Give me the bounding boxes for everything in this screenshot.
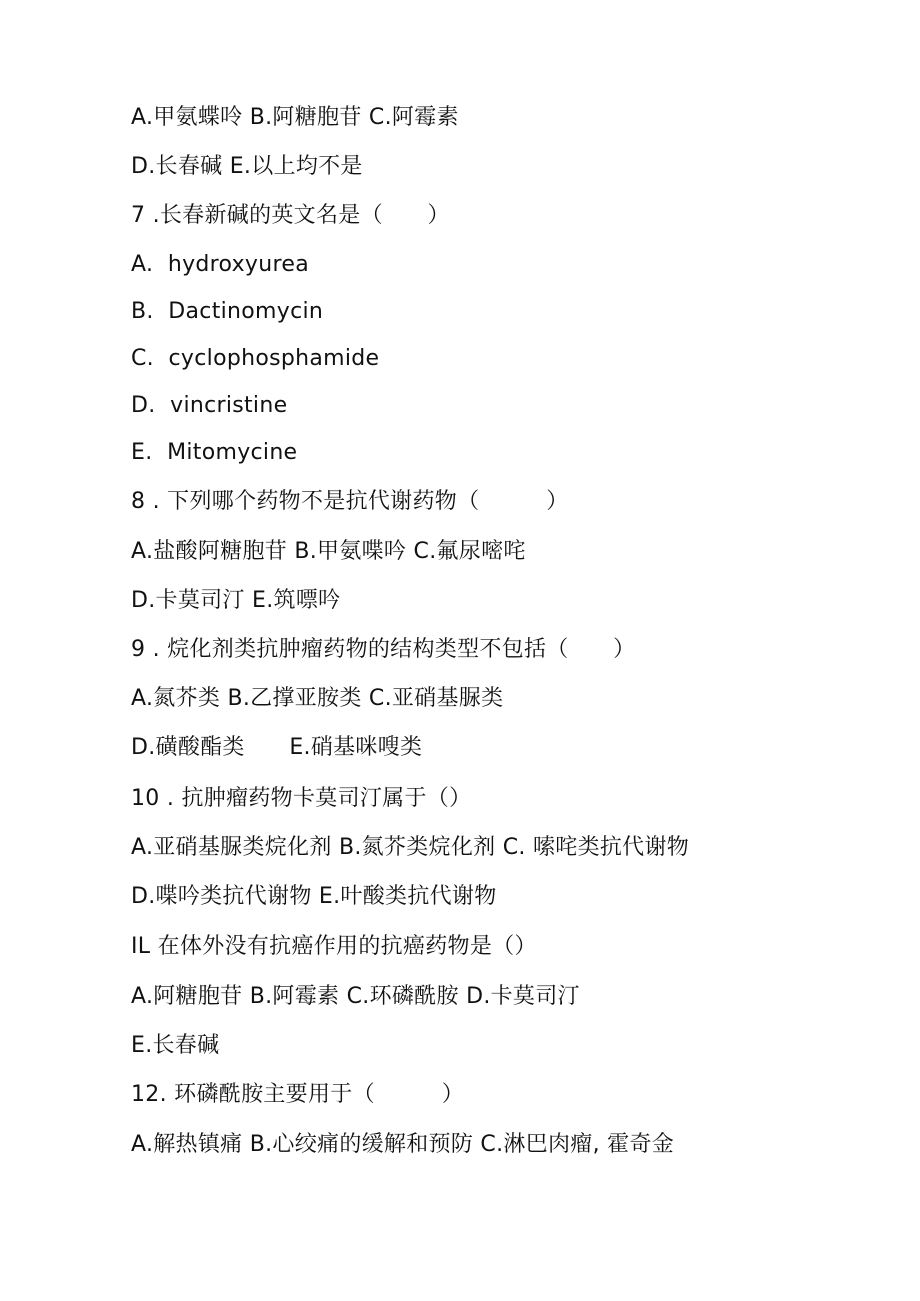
question-8-stem: 8 . 下列哪个药物不是抗代谢药物（ ）: [131, 489, 569, 514]
question-10-stem: 10 . 抗肿瘤药物卡莫司汀属于（）: [131, 786, 472, 811]
question-10-options-line-1: A.亚硝基脲类烷化剂 B.氮芥类烷化剂 C. 嗦咤类抗代谢物: [131, 835, 690, 860]
question-7-option-d: D. vincristine: [131, 393, 288, 418]
question-9-options-line-2: D.磺酸酯类 E.硝基咪嗖类: [131, 735, 423, 760]
question-11-options-line-1: A.阿糖胞苷 B.阿霉素 C.环磷酰胺 D.卡莫司汀: [131, 984, 580, 1009]
question-12-options-line-1: A.解热镇痛 B.心绞痛的缓解和预防 C.淋巴肉瘤, 霍奇金: [131, 1132, 675, 1157]
question-12-stem: 12. 环磷酰胺主要用于（ ）: [131, 1082, 465, 1107]
question-10-options-line-2: D.喋吟类抗代谢物 E.叶酸类抗代谢物: [131, 884, 497, 909]
question-8-options-line-2: D.卡莫司汀 E.筑嘌吟: [131, 588, 341, 613]
question-7-option-e: E. Mitomycine: [131, 440, 298, 465]
question-7-option-c: C. cyclophosphamide: [131, 346, 380, 371]
question-7-option-a: A. hydroxyurea: [131, 252, 309, 277]
question-7-stem: 7 .长春新碱的英文名是（ ）: [131, 203, 450, 228]
question-11-options-line-2: E.长春碱: [131, 1033, 220, 1058]
question-6-options-line-2: D.长春碱 E.以上均不是: [131, 154, 363, 179]
question-11-stem: IL 在体外没有抗癌作用的抗癌药物是（）: [131, 934, 537, 959]
question-8-options-line-1: A.盐酸阿糖胞苷 B.甲氨喋吟 C.氟尿嘧咤: [131, 539, 526, 564]
question-9-options-line-1: A.氮芥类 B.乙撑亚胺类 C.亚硝基脲类: [131, 686, 504, 711]
question-6-options-line-1: A.甲氨蝶呤 B.阿糖胞苷 C.阿霉素: [131, 105, 459, 130]
question-9-stem: 9 . 烷化剂类抗肿瘤药物的结构类型不包括（ ）: [131, 637, 636, 662]
question-7-option-b: B. Dactinomycin: [131, 299, 324, 324]
